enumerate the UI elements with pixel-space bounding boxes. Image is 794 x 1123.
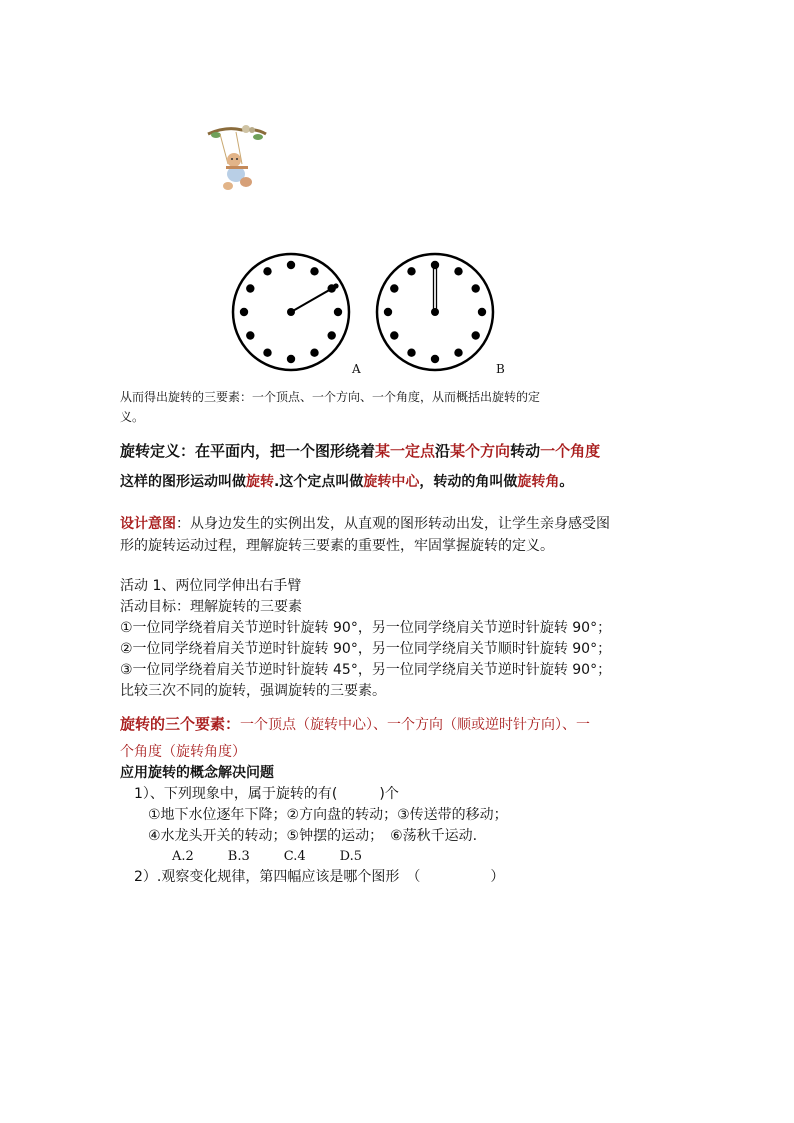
clock-hour-dot <box>287 355 295 363</box>
option-c: C.4 <box>283 849 306 864</box>
clock-hour-dot <box>263 349 271 357</box>
clock-hour-dot <box>431 261 439 269</box>
clock-hour-dot <box>390 284 398 292</box>
clock-hour-dot <box>246 331 254 339</box>
clock-hour-dot <box>328 331 336 339</box>
definition-text: ，转动的角叫做 <box>419 474 518 490</box>
definition-text: 这样的图形运动叫做 <box>120 474 246 490</box>
activity-item-3: ③一位同学绕着肩关节逆时针旋转 45°，另一位同学绕肩关节逆时针旋转 90°； <box>120 662 612 678</box>
definition-text: 转动 <box>510 442 541 460</box>
question-2: 2）.观察变化规律，第四幅应该是哪个图形 （ ） <box>134 869 505 885</box>
definition-line-2 <box>120 472 573 492</box>
clock-hour-dot <box>263 267 271 275</box>
definition-line-1 <box>120 441 600 461</box>
keyword-rotation: 旋转 <box>246 474 274 490</box>
elements-line-2: 个角度（旋转角度） <box>120 744 246 760</box>
clock-hour-dot <box>240 308 248 316</box>
clock-hour-dot <box>431 355 439 363</box>
clock-hour-dot <box>310 267 318 275</box>
keyword-fixed-point: 某一定点 <box>375 442 436 460</box>
design-label: 设计意图 <box>120 516 176 532</box>
keyword-rotation-center: 旋转中心 <box>363 474 420 490</box>
definition-text: 。 <box>559 474 574 490</box>
elements-label: 旋转的三个要素： <box>120 715 241 733</box>
question-1-options <box>172 848 396 866</box>
activity-goal: 活动目标：理解旋转的三要素 <box>120 599 302 615</box>
question-1-line-1: ①地下水位逐年下降；②方向盘的转动；③传送带的移动； <box>148 807 508 823</box>
design-text: ：从身边发生的实例出发，从直观的图形转动出发，让学生亲身感受图 <box>176 516 610 532</box>
clock-a <box>233 254 349 370</box>
clock-hour-dot <box>334 308 342 316</box>
activity-item-1: ①一位同学绕着肩关节逆时针旋转 90°，另一位同学绕肩关节逆时针旋转 90°； <box>120 620 612 636</box>
definition-text: 旋转定义：在平面内，把一个图形绕着 <box>120 442 376 460</box>
clock-hour-dot <box>454 349 462 357</box>
activity-title: 活动 1、两位同学伸出右手臂 <box>120 578 302 594</box>
clock-b <box>377 254 493 370</box>
clock-hour-dot <box>310 349 318 357</box>
question-1: 1）、下列现象中，属于旋转的有( )个 <box>134 786 399 802</box>
elements-text: 一个顶点（旋转中心）、一个方向（顺或逆时针方向）、一 <box>240 717 591 733</box>
clock-hour-dot <box>478 308 486 316</box>
definition-text: .这个定点叫做 <box>274 474 364 490</box>
intro-line-2: 义。 <box>120 410 145 424</box>
option-d: D.5 <box>339 849 363 864</box>
clock-hour-dot <box>472 331 480 339</box>
clock-figure <box>226 245 506 380</box>
clock-hour-dot <box>384 308 392 316</box>
clock-hour-dot <box>390 331 398 339</box>
activity-compare: 比较三次不同的旋转，强调旋转的三要素。 <box>120 683 386 699</box>
design-line-1 <box>120 514 610 534</box>
option-a: A.2 <box>172 849 194 864</box>
definition-text: 沿 <box>435 442 451 460</box>
clock-hour-dot <box>454 267 462 275</box>
clock-hour-dot <box>246 284 254 292</box>
activity-item-2: ②一位同学绕着肩关节逆时针旋转 90°，另一位同学绕肩关节顺时针旋转 90°； <box>120 641 612 657</box>
clock-hour-dot <box>407 349 415 357</box>
question-1-line-2: ④水龙头开关的转动；⑤钟摆的运动； ⑥荡秋千运动. <box>148 828 478 844</box>
bear-swing-clipart <box>206 124 270 198</box>
intro-line-1: 从而得出旋转的三要素：一个顶点、一个方向、一个角度，从而概括出旋转的定 <box>120 390 541 404</box>
keyword-direction: 某个方向 <box>450 442 511 460</box>
keyword-angle: 一个角度 <box>540 442 601 460</box>
clock-hour-dot <box>287 261 295 269</box>
clock-hour-dot <box>472 284 480 292</box>
design-line-2: 形的旋转运动过程，理解旋转三要素的重要性，牢固掌握旋转的定义。 <box>120 538 554 554</box>
keyword-rotation-angle: 旋转角 <box>517 474 560 490</box>
clock-b-label: B <box>496 362 505 376</box>
option-b: B.3 <box>227 849 250 864</box>
clock-a-label: A <box>352 362 361 376</box>
apply-heading: 应用旋转的概念解决问题 <box>120 765 274 781</box>
elements-line-1 <box>120 714 590 735</box>
clock-hour-dot <box>407 267 415 275</box>
